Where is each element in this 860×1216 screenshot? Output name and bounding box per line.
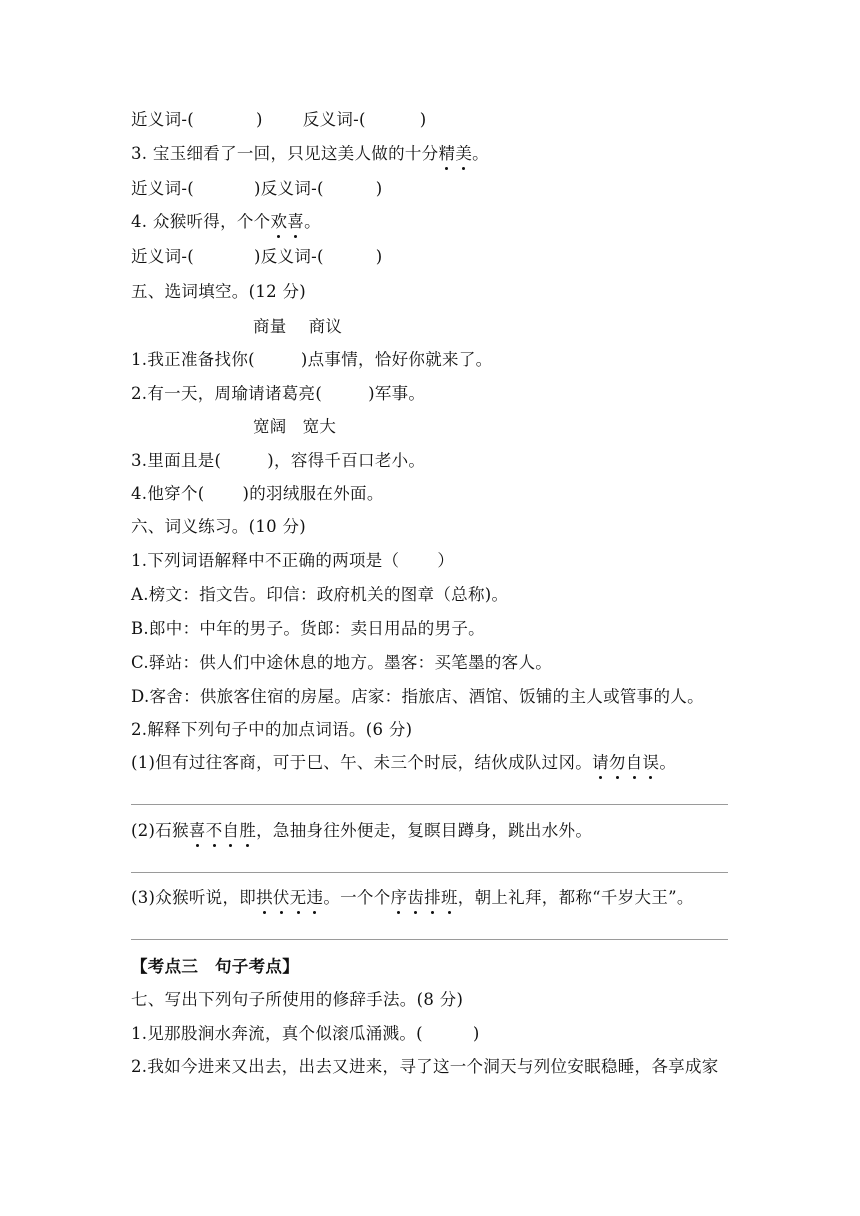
synonym-label: 近义词-(: [131, 110, 195, 129]
synonym-antonym-line-1: 近义词-( ) 反义词-( ): [131, 110, 427, 129]
q6-phrase-2: (2)石猴喜不自胜，急抽身往外便走，复瞑目蹲身，跳出水外。: [131, 821, 593, 840]
dotted-char: 请: [592, 753, 609, 772]
q5-sentence-2: 2.有一天，周瑜请诸葛亮( )军事。: [131, 384, 426, 403]
q6-sub-2: 2.解释下列句子中的加点词语。(6 分): [131, 720, 413, 739]
q6-phrase-3: (3)众猴听说，即拱伏无违。一个个序齿排班，朝上礼拜，都称“千岁大王”。: [131, 888, 694, 907]
section-heading: 【考点三 句子考点】: [131, 957, 299, 976]
word-choices-1: 商量 商议: [253, 317, 343, 336]
option-a: A.榜文：指文告。印信：政府机关的图章（总称)。: [131, 585, 509, 604]
dotted-char: 勿: [608, 753, 626, 772]
option-b: B.郎中：中年的男子。货郎：卖日用品的男子。: [131, 619, 485, 638]
option-c: C.驿站：供人们中途休息的地方。墨客：买笔墨的客人。: [131, 653, 553, 672]
synonym-antonym-line-2: 近义词-( )反义词-( ): [131, 179, 383, 198]
q6-phrase-1: (1)但有过往客商，可于巳、午、未三个时辰，结伙成队过冈。请勿自误。: [131, 753, 677, 772]
dotted-char: 齿: [407, 888, 425, 907]
dotted-char: 胜: [239, 821, 257, 840]
sentence-3: 3. 宝玉细看了一回，只见这美人做的十分精美。: [131, 144, 489, 163]
question-5-title: 五、选词填空。(12 分): [131, 282, 307, 301]
dotted-char: 喜: [188, 821, 206, 840]
dotted-char: 无: [289, 888, 307, 907]
q7-sentence-1: 1.见那股涧水奔流，真个似滚瓜涌溅。( ): [131, 1024, 480, 1043]
dotted-char: 喜: [287, 212, 305, 231]
dotted-char: 班: [440, 888, 458, 907]
dotted-char: 序: [390, 888, 408, 907]
q5-sentence-1: 1.我正准备找你( )点事情，恰好你就来了。: [131, 350, 493, 369]
q7-sentence-2: 2.我如今进来又出去，出去又进来，寻了这一个洞天与列位安眠稳睡，各享成家: [131, 1057, 719, 1076]
question-6-title: 六、词义练习。(10 分): [131, 517, 307, 536]
dotted-char: 误: [642, 753, 660, 772]
q5-sentence-4: 4.他穿个( )的羽绒服在外面。: [131, 484, 384, 503]
q5-sentence-3: 3.里面且是( )，容得千百口老小。: [131, 451, 426, 470]
dotted-char: 美: [455, 144, 473, 163]
answer-line-3[interactable]: [131, 939, 728, 940]
dotted-char: 排: [424, 888, 441, 907]
sentence-4: 4. 众猴听得，个个欢喜。: [131, 212, 321, 231]
answer-line-2[interactable]: [131, 872, 728, 873]
q6-sub-1: 1.下列词语解释中不正确的两项是（ ）: [131, 551, 455, 570]
word-choices-2: 宽阔 宽大: [253, 417, 337, 436]
dotted-char: 拱: [256, 888, 273, 907]
dotted-char: 伏: [272, 888, 290, 907]
answer-line-1[interactable]: [131, 804, 728, 805]
dotted-char: 违: [306, 888, 324, 907]
antonym-label: 反义词-(: [302, 110, 366, 129]
dotted-char: 自: [625, 753, 643, 772]
dotted-char: 精: [438, 144, 456, 163]
dotted-char: 欢: [270, 212, 288, 231]
question-7-title: 七、写出下列句子所使用的修辞手法。(8 分): [131, 990, 464, 1009]
dotted-char: 不: [205, 821, 223, 840]
option-d: D.客舍：供旅客住宿的房屋。店家：指旅店、酒馆、饭铺的主人或管事的人。: [131, 687, 704, 706]
synonym-antonym-line-3: 近义词-( )反义词-( ): [131, 247, 383, 266]
dotted-char: 自: [222, 821, 240, 840]
